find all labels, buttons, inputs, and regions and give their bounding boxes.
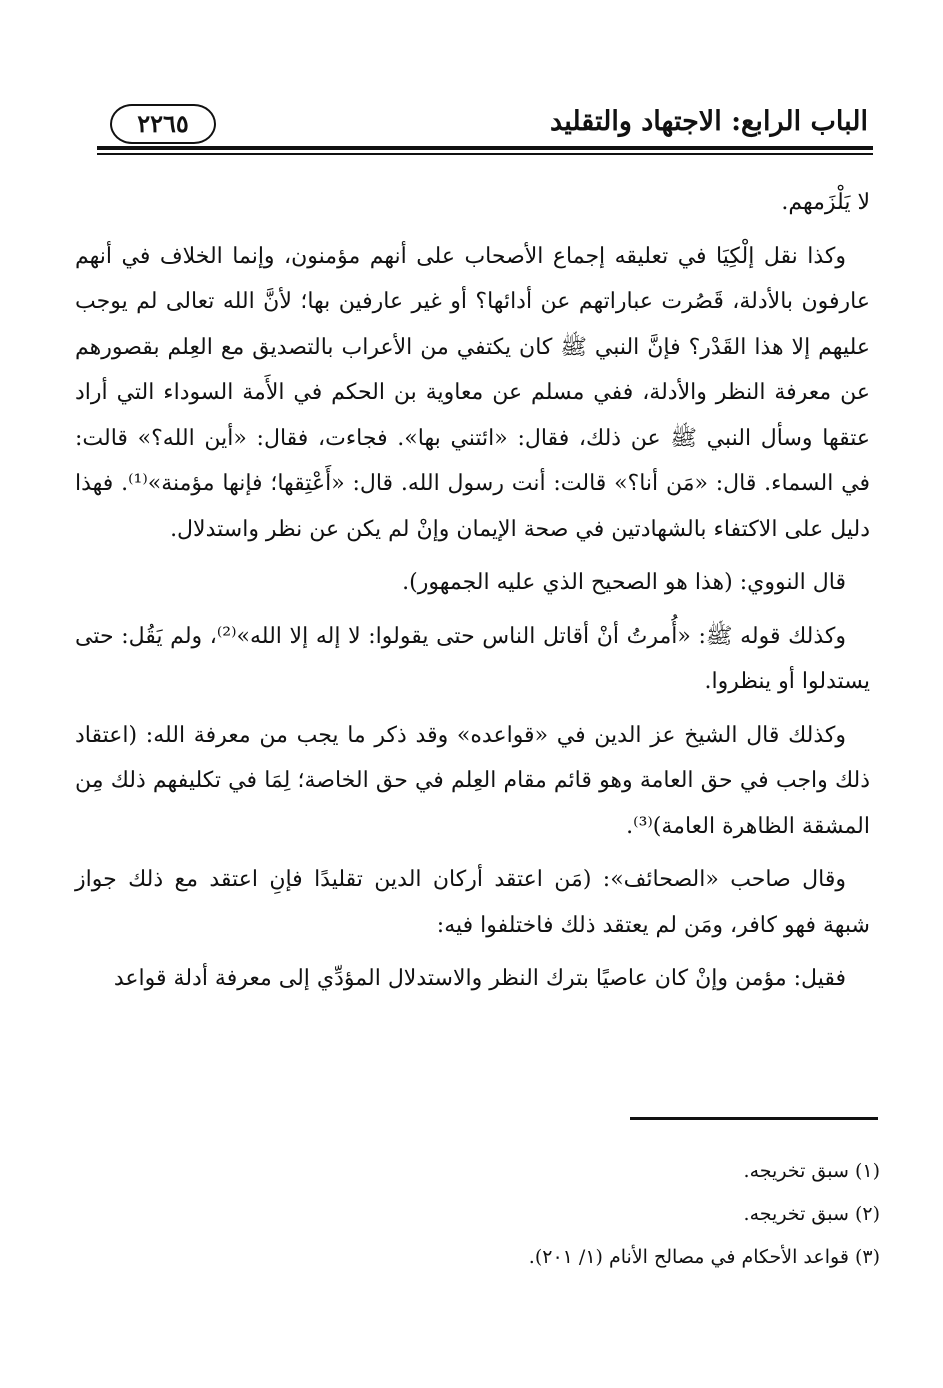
paragraph: فقيل: مؤمن وإنْ كان عاصيًا بترك النظر والاستدلال المؤدِّي إلى معرفة أدلة قواعد <box>113 966 846 991</box>
body-text <box>75 180 870 1010</box>
header-rule-thick <box>97 146 873 150</box>
footnote-separator <box>630 1117 878 1120</box>
page-number: ٢٢٦٥ <box>110 104 216 144</box>
chapter-title: الباب الرابع: الاجتهاد والتقليد <box>550 106 868 137</box>
paragraph: وقال صاحب «الصحائف»: (مَن اعتقد أركان الدين تقليدًا فإنِ اعتقد مع ذلك جواز شبهة فهو كافر، ومَن لم يعتقد ذلك فاختلفوا فيه: <box>75 867 870 938</box>
footnote: (١) سبق تخريجه. <box>743 1160 880 1182</box>
footnote: (٣) قواعد الأحكام في مصالح الأنام (١/ ٢٠١). <box>528 1246 880 1268</box>
paragraph: لا يَلْزَمهم. <box>781 190 870 215</box>
footnotes <box>180 1150 880 1279</box>
paragraph: وكذلك قوله ﷺ: «أُمرتُ أنْ أقاتل الناس حتى يقولوا: لا إله إلا الله»⁽²⁾، ولم يَقُل: حتى يستدلوا أو ينظروا. <box>75 623 870 694</box>
paragraph: وكذا نقل إلْكِيَا في تعليقه إجماع الأصحاب على أنهم مؤمنون، وإنما الخلاف في أنهم عارفون بالأدلة، قَصُرت عباراتهم عن أدائها؟ أو غير عارفين بها؛ لأنَّ الله تعالى لم يوجب عليهم إلا هذا القَدْر؟ فإنَّ النبي ﷺ كان يكتفي من الأعراب بالتصديق مع العِلم بقصورهم عن معرفة النظر والأدلة، ففي مسلم عن معاوية بن الحكم في الأَمة السوداء التي أراد عتقها وسأل النبي ﷺ عن ذلك، فقال: «ائتني بها». فجاءت، فقال: «أين الله؟» قالت: في السماء. قال: «مَن أنا؟» قالت: أنت رسول الله. قال: «أَعْتِقها؛ فإنها مؤمنة»⁽¹⁾. فهذا دليل على الاكتفاء بالشهادتين في صحة الإيمان وإنْ لم يكن عن نظر واستدلال. <box>75 243 870 542</box>
footnote: (٢) سبق تخريجه. <box>743 1203 880 1225</box>
paragraph: قال النووي: (هذا هو الصحيح الذي عليه الجمهور). <box>402 570 846 595</box>
header-rule-thin <box>97 153 873 155</box>
paragraph: وكذلك قال الشيخ عز الدين في «قواعده» وقد ذكر ما يجب من معرفة الله: (اعتقاد ذلك واجب في حق العامة وهو قائم مقام العِلم في حق الخاصة؛ لِمَا في تكليفهم ذلك مِن المشقة الظاهرة العامة)⁽³⁾. <box>75 722 870 839</box>
